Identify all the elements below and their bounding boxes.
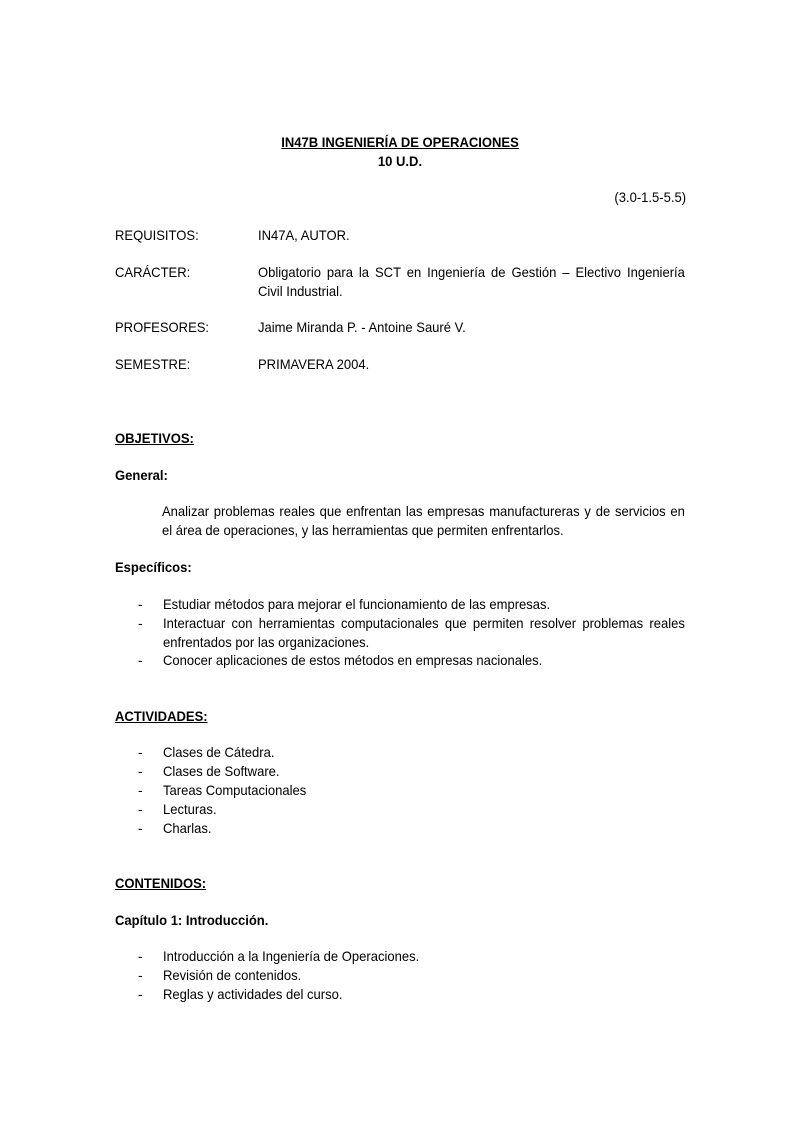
chapter1-item: Revisión de contenidos. xyxy=(163,967,302,983)
general-text xyxy=(162,502,685,540)
chapter1-item: Introducción a la Ingeniería de Operaciones. xyxy=(163,948,420,964)
especificos-item xyxy=(163,614,685,652)
bullet-dash: - xyxy=(138,986,143,1002)
bullet-dash: - xyxy=(138,615,143,631)
course-title: IN47B INGENIERÍA DE OPERACIONES xyxy=(281,134,519,150)
caracter-label: CARÁCTER: xyxy=(115,264,191,280)
actividades-item: Charlas. xyxy=(163,820,212,836)
requisitos-label: REQUISITOS: xyxy=(115,227,199,243)
actividades-item: Clases de Cátedra. xyxy=(163,744,275,760)
especificos-item-text: Conocer aplicaciones de estos métodos en empresas nacionales. xyxy=(163,652,543,668)
bullet-dash: - xyxy=(138,652,143,668)
general-text-content: Analizar problemas reales que enfrentan las empresas manufactureras y de servicios en el área de operaciones, y las herramientas que permiten enfrentarlos. xyxy=(162,503,685,538)
profesores-value: Jaime Miranda P. - Antoine Sauré V. xyxy=(258,319,466,335)
caracter-value-text: Obligatorio para la SCT en Ingeniería de Gestión – Electivo Ingeniería Civil Industrial. xyxy=(258,264,685,299)
bullet-dash: - xyxy=(138,801,143,817)
actividades-heading: ACTIVIDADES: xyxy=(115,708,208,724)
chapter1-heading: Capítulo 1: Introducción. xyxy=(115,912,269,928)
bullet-dash: - xyxy=(138,744,143,760)
course-units: 10 U.D. xyxy=(377,153,423,169)
general-heading: General: xyxy=(115,467,168,483)
course-hours: (3.0-1.5-5.5) xyxy=(614,189,686,205)
especificos-item xyxy=(163,595,685,614)
especificos-item-text: Interactuar con herramientas computacionales que permiten resolver problemas reales enfrentados por las organizaciones. xyxy=(163,615,685,650)
contenidos-heading: CONTENIDOS: xyxy=(115,875,207,891)
semestre-label: SEMESTRE: xyxy=(115,356,191,372)
semestre-value: PRIMAVERA 2004. xyxy=(258,356,370,372)
caracter-value xyxy=(258,263,685,301)
especificos-heading: Específicos: xyxy=(115,559,192,575)
especificos-item xyxy=(163,651,685,670)
bullet-dash: - xyxy=(138,763,143,779)
actividades-item: Clases de Software. xyxy=(163,763,280,779)
bullet-dash: - xyxy=(138,782,143,798)
bullet-dash: - xyxy=(138,967,143,983)
objetivos-heading: OBJETIVOS: xyxy=(115,430,194,446)
bullet-dash: - xyxy=(138,820,143,836)
actividades-item: Lecturas. xyxy=(163,801,217,817)
bullet-dash: - xyxy=(138,948,143,964)
requisitos-value: IN47A, AUTOR. xyxy=(258,227,350,243)
actividades-item: Tareas Computacionales xyxy=(163,782,307,798)
especificos-item-text: Estudiar métodos para mejorar el funcionamiento de las empresas. xyxy=(163,596,551,612)
bullet-dash: - xyxy=(138,596,143,612)
chapter1-item: Reglas y actividades del curso. xyxy=(163,986,343,1002)
profesores-label: PROFESORES: xyxy=(115,319,210,335)
